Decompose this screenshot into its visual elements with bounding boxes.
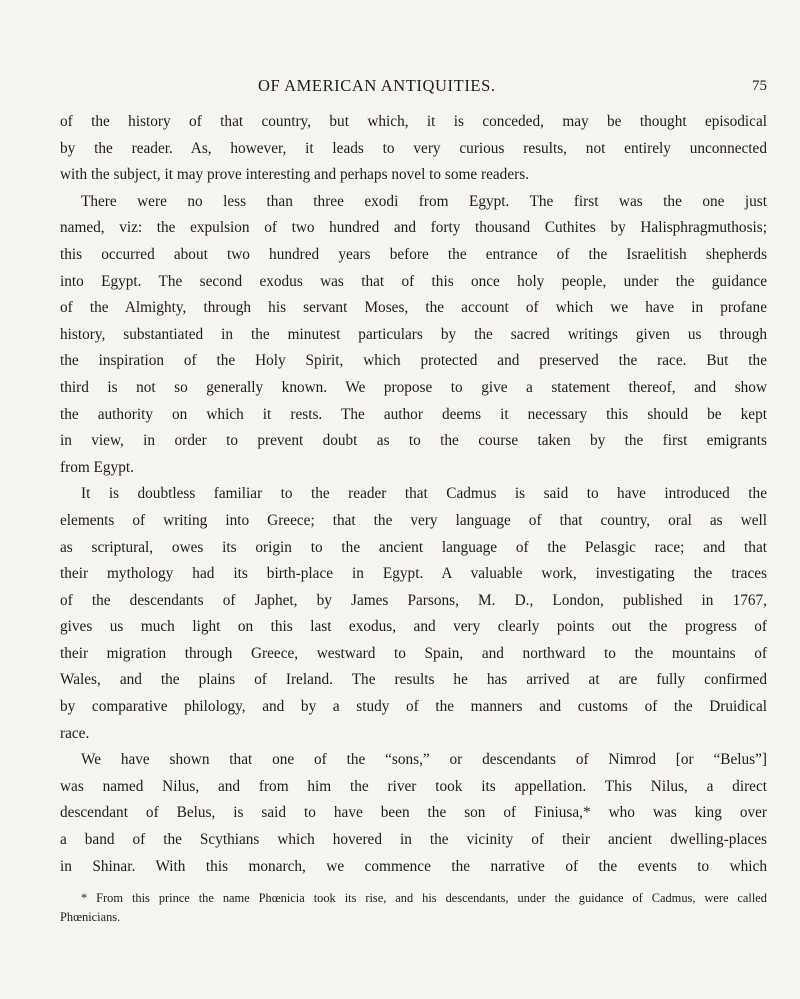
footnote-line: * From this prince the name Phœnicia took its rise, and his descendants, under the guidance of Cadmus, were called (81, 891, 767, 905)
running-head (0, 76, 800, 98)
text-line: the inspiration of the Holy Spirit, which protected and preserved the race. But the (60, 352, 767, 370)
text-line: the authority on which it rests. The author deems it necessary this should be kept (60, 405, 767, 423)
text-line: Wales, and the plains of Ireland. The results he has arrived at are fully confirmed (60, 671, 767, 689)
text-line: descendant of Belus, is said to have been the son of Finiusa,* who was king over (60, 804, 767, 822)
text-line: in Shinar. With this monarch, we commence the narrative of the events to which (60, 857, 767, 875)
footnote-line: Phœnicians. (60, 910, 121, 924)
text-line: with the subject, it may prove interesting and perhaps novel to some readers. (60, 166, 529, 184)
text-line: history, substantiated in the minutest particulars by the sacred writings given us through (60, 325, 767, 343)
page-number: 75 (752, 78, 767, 94)
text-line: from Egypt. (60, 458, 134, 476)
text-line: gives us much light on this last exodus, and very clearly points out the progress of (60, 618, 767, 636)
text-line: of the Almighty, through his servant Moses, the account of which we have in profane (60, 299, 767, 317)
text-line: of the history of that country, but which, it is conceded, may be thought episodical (60, 113, 767, 130)
text-line: into Egypt. The second exodus was that of this once holy people, under the guidance (60, 272, 767, 290)
text-line: was named Nilus, and from him the river took its appellation. This Nilus, a direct (60, 777, 767, 795)
text-line: elements of writing into Greece; that the very language of that country, oral as well (60, 511, 767, 529)
text-line: a band of the Scythians which hovered in the vicinity of their ancient dwelling-places (60, 831, 767, 849)
footnote (60, 889, 767, 927)
text-line: of the descendants of Japhet, by James Parsons, M. D., London, published in 1767, (60, 591, 767, 609)
text-line: There were no less than three exodi from Egypt. The first was the one just (81, 192, 767, 210)
text-line: by comparative philology, and by a study of the manners and customs of the Druidical (60, 698, 767, 716)
text-line: race. (60, 724, 90, 742)
text-line: their migration through Greece, westward to Spain, and northward to the mountains of (60, 644, 767, 662)
text-line: We have shown that one of the “sons,” or descendants of Nimrod [or “Belus”] (81, 751, 767, 769)
body-text (60, 109, 767, 880)
text-line: in view, in order to prevent doubt as to the course taken by the first emigrants (60, 432, 767, 450)
running-title: OF AMERICAN ANTIQUITIES. (258, 76, 496, 95)
text-line: as scriptural, owes its origin to the ancient language of the Pelasgic race; and that (60, 538, 767, 556)
text-line: by the reader. As, however, it leads to very curious results, not entirely unconnected (60, 139, 767, 157)
text-line: It is doubtless familiar to the reader that Cadmus is said to have introduced the (81, 485, 767, 503)
text-line: this occurred about two hundred years before the entrance of the Israelitish shepherds (60, 245, 767, 263)
text-line: named, viz: the expulsion of two hundred and forty thousand Cuthites by Halisphragmuthosis; (60, 219, 767, 237)
text-line: third is not so generally known. We propose to give a statement thereof, and show (60, 378, 767, 396)
text-line: their mythology had its birth-place in Egypt. A valuable work, investigating the traces (60, 565, 767, 583)
